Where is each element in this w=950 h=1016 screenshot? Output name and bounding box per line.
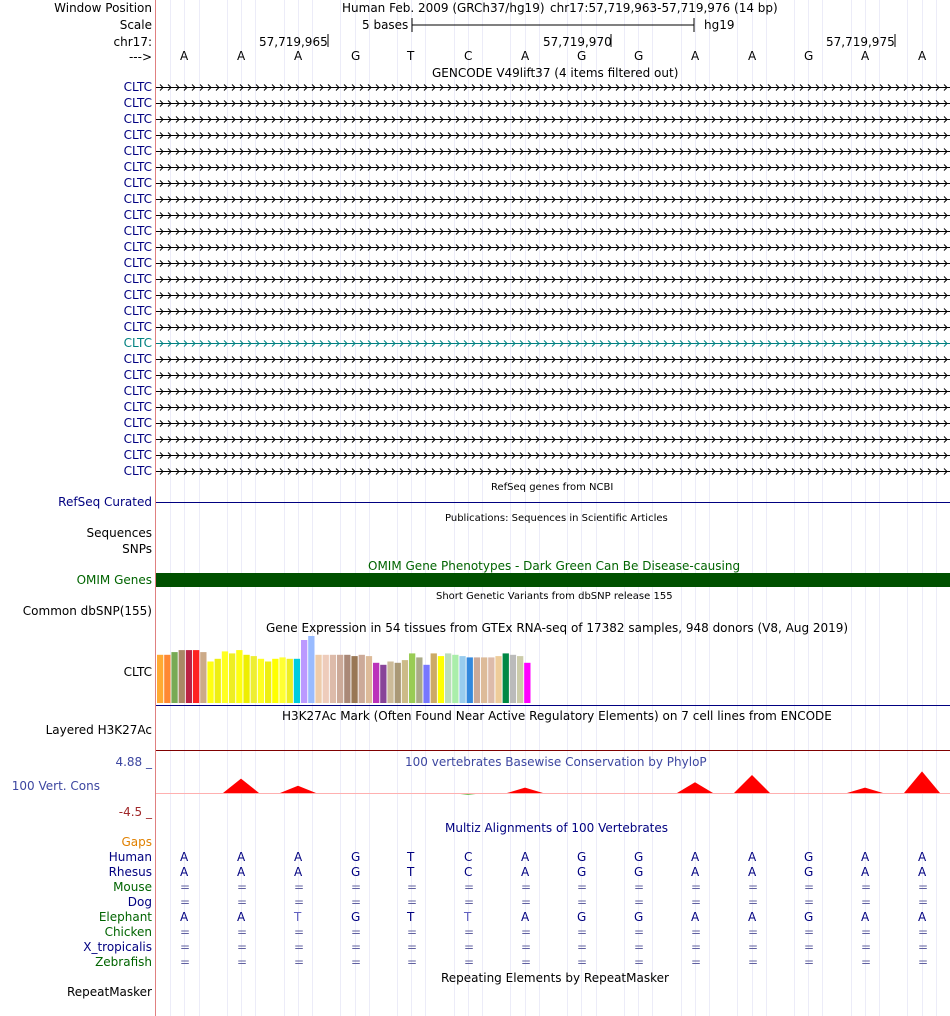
alignment-base: T bbox=[294, 910, 302, 924]
alignment-base: = bbox=[634, 880, 645, 894]
multiz-track-title: Multiz Alignments of 100 Vertebrates bbox=[445, 821, 669, 835]
gtex-tissue-bar bbox=[279, 657, 285, 703]
gtex-tissue-bar bbox=[243, 655, 249, 703]
alignment-base: = bbox=[804, 925, 815, 939]
alignment-base: = bbox=[294, 940, 305, 954]
gtex-tissue-bar bbox=[164, 655, 170, 703]
gtex-tissue-bar bbox=[438, 656, 444, 703]
alignment-base: C bbox=[464, 850, 473, 864]
alignment-base: = bbox=[237, 895, 248, 909]
coord-tick-3: 57,719,975 bbox=[826, 35, 895, 49]
alignment-base: A bbox=[918, 910, 927, 924]
gencode-track-title: GENCODE V49lift37 (4 items filtered out) bbox=[432, 66, 679, 80]
alignment-base: = bbox=[237, 940, 248, 954]
gtex-bar-chart[interactable] bbox=[156, 628, 950, 708]
alignment-base: T bbox=[464, 910, 472, 924]
omim-gene-bar[interactable] bbox=[156, 573, 950, 587]
alignment-base: = bbox=[407, 880, 418, 894]
gtex-tissue-bar bbox=[193, 650, 199, 703]
sequence-base: A bbox=[918, 49, 927, 63]
h3k27ac-baseline bbox=[156, 750, 950, 751]
gtex-tissue-bar bbox=[200, 652, 206, 703]
gene-label-cltc[interactable]: CLTC bbox=[123, 336, 152, 350]
sequence-base: G bbox=[351, 49, 361, 63]
gene-label-cltc[interactable]: CLTC bbox=[123, 352, 152, 366]
gtex-tissue-bar bbox=[524, 663, 530, 703]
alignment-base: G bbox=[634, 910, 644, 924]
gene-label-cltc[interactable]: CLTC bbox=[123, 432, 152, 446]
alignment-base: = bbox=[237, 925, 248, 939]
alignment-base: = bbox=[577, 940, 588, 954]
gene-label-cltc[interactable]: CLTC bbox=[123, 256, 152, 270]
alignment-base: = bbox=[180, 895, 191, 909]
alignment-base: = bbox=[918, 940, 929, 954]
alignment-base: = bbox=[351, 880, 362, 894]
alignment-base: A bbox=[918, 850, 927, 864]
scale-text: 5 bases bbox=[362, 18, 409, 32]
alignment-base: = bbox=[691, 940, 702, 954]
species-label[interactable]: Rhesus bbox=[108, 865, 152, 879]
snps-label[interactable]: SNPs bbox=[122, 542, 152, 556]
alignment-base: = bbox=[351, 925, 362, 939]
phylop-min-label: -4.5 _ bbox=[118, 805, 152, 819]
alignment-base: = bbox=[691, 955, 702, 969]
gtex-tissue-bar bbox=[452, 655, 458, 703]
alignment-base: G bbox=[351, 865, 361, 879]
gene-label-cltc[interactable]: CLTC bbox=[123, 288, 152, 302]
gtex-tissue-bar bbox=[229, 653, 235, 703]
gene-label-cltc[interactable]: CLTC bbox=[123, 80, 152, 94]
alignment-base: T bbox=[407, 910, 415, 924]
phylop-peak bbox=[280, 786, 316, 793]
gencode-gene-track[interactable] bbox=[156, 0, 950, 1016]
gtex-tissue-bar bbox=[402, 660, 408, 703]
gtex-tissue-bar bbox=[431, 653, 437, 703]
alignment-base: = bbox=[521, 925, 532, 939]
gtex-tissue-bar bbox=[215, 659, 221, 703]
alignment-base: = bbox=[237, 880, 248, 894]
alignment-base: G bbox=[577, 910, 587, 924]
gtex-tissue-bar bbox=[359, 655, 365, 703]
gene-label-cltc[interactable]: CLTC bbox=[123, 272, 152, 286]
alignment-base: = bbox=[180, 880, 191, 894]
alignment-base: A bbox=[521, 865, 530, 879]
alignment-base: = bbox=[180, 925, 191, 939]
gtex-tissue-bar bbox=[287, 659, 293, 703]
phylop-track-title: 100 vertebrates Basewise Conservation by PhyloP bbox=[405, 755, 707, 769]
species-label[interactable]: Elephant bbox=[98, 910, 152, 924]
alignment-base: G bbox=[804, 850, 814, 864]
phylop-peak bbox=[223, 779, 259, 793]
alignment-base: A bbox=[237, 850, 246, 864]
alignment-base: = bbox=[180, 940, 191, 954]
alignment-base: A bbox=[748, 865, 757, 879]
sequence-base: A bbox=[691, 49, 700, 63]
alignment-base: = bbox=[748, 925, 759, 939]
sequence-base: G bbox=[577, 49, 587, 63]
assembly-title: Human Feb. 2009 (GRCh37/hg19) bbox=[342, 1, 545, 15]
gtex-tissue-bar bbox=[409, 653, 415, 703]
gtex-tissue-bar bbox=[186, 650, 192, 703]
alignment-base: = bbox=[521, 880, 532, 894]
alignment-base: = bbox=[407, 955, 418, 969]
gene-label-cltc[interactable]: CLTC bbox=[123, 304, 152, 318]
alignment-base: A bbox=[691, 910, 700, 924]
repeatmasker-track-title: Repeating Elements by RepeatMasker bbox=[441, 971, 669, 985]
alignment-base: G bbox=[804, 865, 814, 879]
refseq-track-title: RefSeq genes from NCBI bbox=[491, 482, 614, 493]
alignment-base: = bbox=[407, 925, 418, 939]
alignment-base: = bbox=[861, 940, 872, 954]
gtex-tissue-bar bbox=[366, 656, 372, 703]
alignment-base: = bbox=[464, 955, 475, 969]
alignment-base: = bbox=[804, 955, 815, 969]
alignment-base: T bbox=[407, 865, 415, 879]
alignment-base: = bbox=[691, 925, 702, 939]
h3k27ac-label[interactable]: Layered H3K27Ac bbox=[45, 723, 152, 737]
dbsnp-label[interactable]: Common dbSNP(155) bbox=[22, 604, 152, 618]
alignment-base: = bbox=[521, 895, 532, 909]
gtex-tissue-bar bbox=[380, 665, 386, 703]
alignment-base: = bbox=[294, 895, 305, 909]
alignment-base: = bbox=[464, 925, 475, 939]
gtex-tissue-bar bbox=[423, 665, 429, 703]
sequence-base: G bbox=[634, 49, 644, 63]
gtex-tissue-bar bbox=[236, 650, 242, 703]
alignment-base: A bbox=[521, 910, 530, 924]
alignment-base: A bbox=[748, 910, 757, 924]
gtex-tissue-bar bbox=[488, 657, 494, 703]
gene-label-cltc[interactable]: CLTC bbox=[123, 96, 152, 110]
gtex-track-title: Gene Expression in 54 tissues from GTEx RNA-seq of 17382 samples, 948 donors (V8, Aug 2019) bbox=[266, 621, 849, 635]
gtex-tissue-bar bbox=[337, 655, 343, 703]
alignment-base: = bbox=[294, 925, 305, 939]
gtex-tissue-bar bbox=[330, 655, 336, 703]
alignment-base: A bbox=[861, 910, 870, 924]
gene-label-cltc[interactable]: CLTC bbox=[123, 384, 152, 398]
alignment-base: G bbox=[804, 910, 814, 924]
alignment-base: A bbox=[861, 865, 870, 879]
gtex-tissue-bar bbox=[265, 662, 271, 704]
alignment-base: A bbox=[180, 850, 189, 864]
gene-label-cltc[interactable]: CLTC bbox=[123, 224, 152, 238]
omim-track-title: OMIM Gene Phenotypes - Dark Green Can Be Disease-causing bbox=[368, 559, 741, 573]
gtex-tissue-bar bbox=[351, 656, 357, 703]
gene-label-cltc[interactable]: CLTC bbox=[123, 144, 152, 158]
alignment-base: A bbox=[521, 850, 530, 864]
alignment-base: = bbox=[464, 940, 475, 954]
alignment-base: C bbox=[464, 865, 473, 879]
phylop-peak bbox=[677, 782, 713, 793]
alignment-base: = bbox=[634, 895, 645, 909]
species-label[interactable]: Mouse bbox=[113, 880, 152, 894]
gtex-tissue-bar bbox=[344, 655, 350, 703]
scale-label: Scale bbox=[119, 18, 152, 32]
alignment-base: = bbox=[748, 895, 759, 909]
gtex-tissue-bar bbox=[459, 656, 465, 703]
alignment-base: G bbox=[634, 865, 644, 879]
gtex-tissue-bar bbox=[395, 663, 401, 703]
alignment-base: = bbox=[918, 895, 929, 909]
sequence-base: A bbox=[748, 49, 757, 63]
gtex-tissue-bar bbox=[416, 657, 422, 703]
alignment-base: = bbox=[294, 880, 305, 894]
alignment-base: = bbox=[634, 925, 645, 939]
phylop-track-label[interactable]: 100 Vert. Cons bbox=[11, 779, 100, 793]
species-label[interactable]: X_tropicalis bbox=[83, 940, 152, 954]
phylop-conservation-plot[interactable] bbox=[156, 770, 950, 810]
gtex-tissue-bar bbox=[517, 656, 523, 703]
species-label[interactable]: Dog bbox=[127, 895, 152, 909]
sequence-base: T bbox=[407, 49, 415, 63]
alignment-base: = bbox=[634, 940, 645, 954]
alignment-base: = bbox=[237, 955, 248, 969]
gene-label-cltc[interactable]: CLTC bbox=[123, 368, 152, 382]
alignment-base: = bbox=[861, 925, 872, 939]
alignment-base: A bbox=[237, 865, 246, 879]
phylop-max-label: 4.88 _ bbox=[115, 755, 152, 769]
alignment-base: T bbox=[407, 850, 415, 864]
species-label[interactable]: Human bbox=[108, 850, 152, 864]
gene-label-cltc[interactable]: CLTC bbox=[123, 112, 152, 126]
gtex-tissue-bar bbox=[315, 655, 321, 703]
sequence-base: A bbox=[521, 49, 530, 63]
gene-label-cltc[interactable]: CLTC bbox=[123, 320, 152, 334]
alignment-base: = bbox=[577, 925, 588, 939]
browser-image[interactable] bbox=[156, 0, 950, 1016]
refseq-curated-label[interactable]: RefSeq Curated bbox=[58, 495, 152, 509]
gtex-tissue-bar bbox=[272, 659, 278, 703]
alignment-base: = bbox=[294, 955, 305, 969]
gtex-tissue-bar bbox=[495, 656, 501, 703]
gtex-tissue-bar bbox=[222, 651, 228, 703]
alignment-base: = bbox=[577, 895, 588, 909]
alignment-base: G bbox=[577, 865, 587, 879]
alignment-base: = bbox=[804, 895, 815, 909]
dbsnp-track-title: Short Genetic Variants from dbSNP release 155 bbox=[436, 591, 673, 602]
gene-label-cltc[interactable]: CLTC bbox=[123, 208, 152, 222]
coord-tick-2: 57,719,970 bbox=[543, 35, 612, 49]
alignment-base: = bbox=[577, 955, 588, 969]
phylop-peak bbox=[904, 771, 940, 793]
coord-tick-1: 57,719,965 bbox=[259, 35, 328, 49]
species-label[interactable]: Chicken bbox=[104, 925, 152, 939]
alignment-base: A bbox=[691, 865, 700, 879]
alignment-base: G bbox=[351, 910, 361, 924]
phylop-peak bbox=[507, 788, 543, 793]
gtex-tissue-bar bbox=[467, 657, 473, 703]
alignment-base: G bbox=[577, 850, 587, 864]
alignment-base: = bbox=[691, 880, 702, 894]
phylop-peak bbox=[847, 788, 883, 793]
gtex-tissue-bar bbox=[445, 653, 451, 703]
gtex-tissue-bar bbox=[503, 653, 509, 703]
gene-label-cltc[interactable]: CLTC bbox=[123, 160, 152, 174]
alignment-base: = bbox=[748, 955, 759, 969]
track-labels bbox=[0, 0, 155, 1016]
gene-label-cltc[interactable]: CLTC bbox=[123, 176, 152, 190]
omim-genes-label[interactable]: OMIM Genes bbox=[76, 573, 152, 587]
gtex-tissue-bar bbox=[179, 650, 185, 703]
alignment-base: A bbox=[918, 865, 927, 879]
gene-label-cltc[interactable]: CLTC bbox=[123, 400, 152, 414]
alignment-base: A bbox=[748, 850, 757, 864]
alignment-base: = bbox=[861, 895, 872, 909]
gtex-tissue-bar bbox=[251, 656, 257, 703]
sequence-base: A bbox=[861, 49, 870, 63]
alignment-base: A bbox=[294, 850, 303, 864]
alignment-base: = bbox=[918, 955, 929, 969]
gtex-tissue-bar bbox=[171, 652, 177, 703]
sequence-base: G bbox=[804, 49, 814, 63]
alignment-base: = bbox=[748, 940, 759, 954]
alignment-base: = bbox=[861, 880, 872, 894]
gtex-tissue-bar bbox=[481, 657, 487, 703]
alignment-base: = bbox=[521, 955, 532, 969]
gtex-tissue-bar bbox=[308, 636, 314, 703]
alignment-base: = bbox=[407, 940, 418, 954]
gene-label-cltc[interactable]: CLTC bbox=[123, 240, 152, 254]
alignment-base: A bbox=[237, 910, 246, 924]
gtex-tissue-bar bbox=[294, 659, 300, 703]
gtex-tissue-bar bbox=[510, 655, 516, 703]
alignment-base: = bbox=[464, 895, 475, 909]
alignment-base: A bbox=[691, 850, 700, 864]
gtex-tissue-bar bbox=[157, 655, 163, 703]
sequence-base: C bbox=[464, 49, 473, 63]
alignment-base: G bbox=[634, 850, 644, 864]
chromosome-label: chr17: bbox=[113, 35, 152, 49]
sequence-base: A bbox=[237, 49, 246, 63]
gtex-tissue-bar bbox=[387, 662, 393, 704]
alignment-base: = bbox=[804, 880, 815, 894]
gene-label-cltc[interactable]: CLTC bbox=[123, 448, 152, 462]
alignment-base: = bbox=[634, 955, 645, 969]
scale-db: hg19 bbox=[704, 18, 735, 32]
repeatmasker-label[interactable]: RepeatMasker bbox=[66, 985, 152, 999]
publications-track-title: Publications: Sequences in Scientific Articles bbox=[445, 513, 668, 524]
species-label[interactable]: Zebrafish bbox=[95, 955, 152, 969]
alignment-base: = bbox=[180, 955, 191, 969]
alignment-base: G bbox=[351, 850, 361, 864]
gene-label-cltc[interactable]: CLTC bbox=[123, 128, 152, 142]
alignment-base: = bbox=[577, 880, 588, 894]
gene-label-cltc[interactable]: CLTC bbox=[123, 416, 152, 430]
alignment-base: = bbox=[691, 895, 702, 909]
gene-label-cltc[interactable]: CLTC bbox=[123, 464, 152, 478]
alignment-base: A bbox=[180, 865, 189, 879]
sequence-base: A bbox=[294, 49, 303, 63]
sequences-label[interactable]: Sequences bbox=[86, 526, 152, 540]
gtex-tissue-bar bbox=[323, 655, 329, 703]
gtex-tissue-bar bbox=[373, 663, 379, 703]
gtex-tissue-bar bbox=[258, 659, 264, 703]
alignment-base: = bbox=[351, 955, 362, 969]
h3k27ac-track-title: H3K27Ac Mark (Often Found Near Active Regulatory Elements) on 7 cell lines from ENCODE bbox=[282, 709, 832, 723]
alignment-base: = bbox=[407, 895, 418, 909]
window-position-label: Window Position bbox=[54, 1, 152, 15]
position-range: chr17:57,719,963-57,719,976 (14 bp) bbox=[550, 1, 778, 15]
gtex-tissue-bar bbox=[301, 640, 307, 703]
gene-label-cltc[interactable]: CLTC bbox=[123, 192, 152, 206]
gaps-label[interactable]: Gaps bbox=[121, 835, 152, 849]
alignment-base: A bbox=[294, 865, 303, 879]
alignment-base: = bbox=[521, 940, 532, 954]
alignment-base: A bbox=[180, 910, 189, 924]
alignment-base: = bbox=[918, 925, 929, 939]
alignment-base: = bbox=[861, 955, 872, 969]
alignment-base: A bbox=[861, 850, 870, 864]
alignment-base: = bbox=[351, 940, 362, 954]
strand-arrow-label: ---> bbox=[128, 50, 152, 64]
gtex-tissue-bar bbox=[207, 662, 213, 704]
alignment-base: = bbox=[804, 940, 815, 954]
alignment-base: = bbox=[918, 880, 929, 894]
sequence-base: A bbox=[180, 49, 189, 63]
gtex-gene-label[interactable]: CLTC bbox=[123, 665, 152, 679]
gtex-tissue-bar bbox=[474, 657, 480, 703]
alignment-base: = bbox=[464, 880, 475, 894]
alignment-base: = bbox=[748, 880, 759, 894]
phylop-peak bbox=[734, 775, 770, 793]
alignment-base: = bbox=[351, 895, 362, 909]
